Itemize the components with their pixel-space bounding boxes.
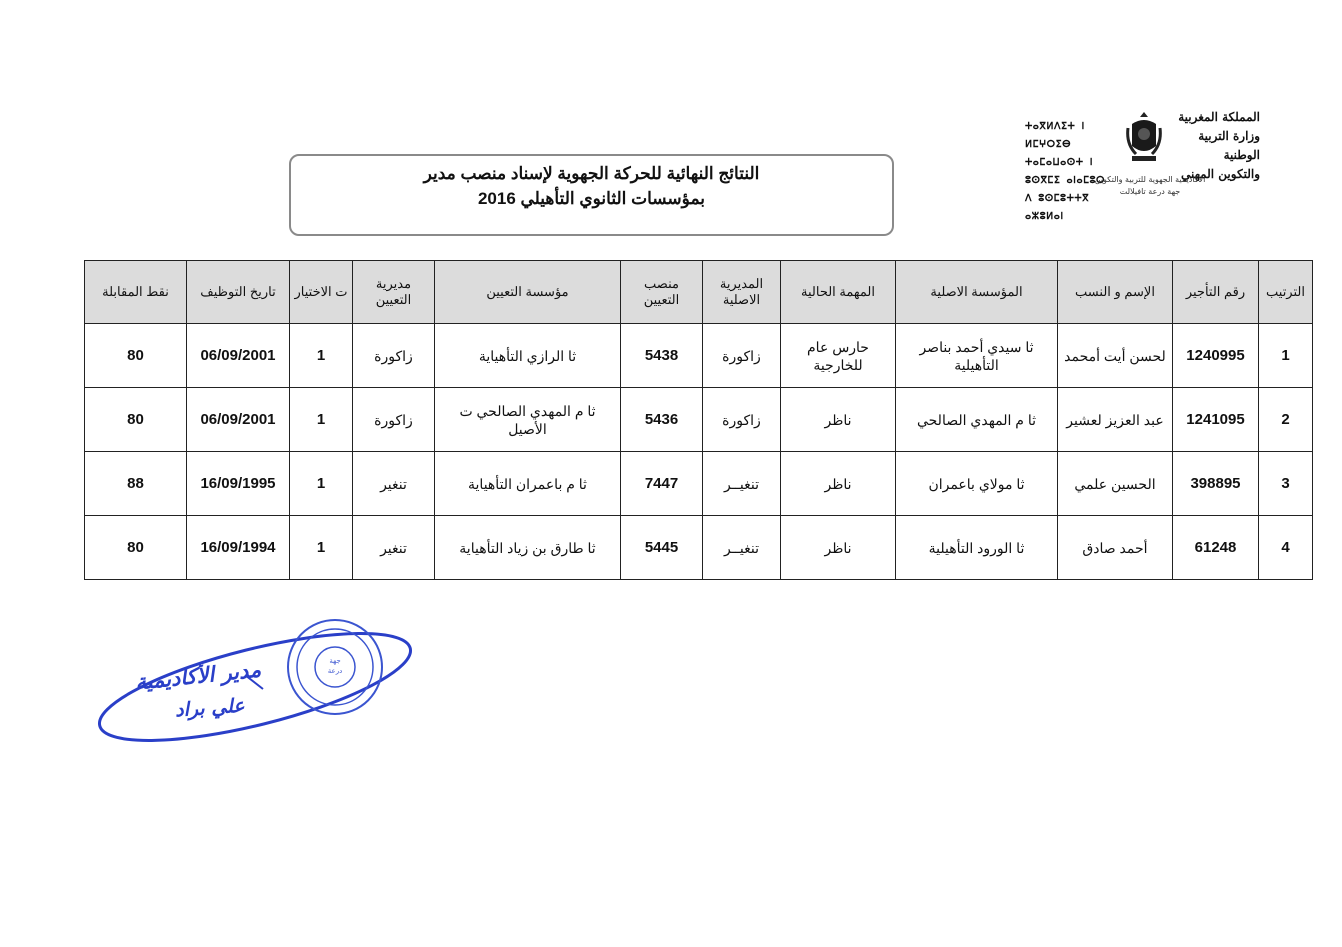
col-current-role: المهمة الحالية: [781, 261, 896, 324]
title-box: [289, 154, 894, 236]
col-post-code: منصب التعيين: [621, 261, 703, 324]
cell-choice-order: 1: [290, 388, 353, 452]
cell-choice-order: 1: [290, 324, 353, 388]
cell-origin-school: ثا سيدي أحمد بناصر التأهيلية: [896, 324, 1058, 388]
cell-interview-score: 88: [85, 452, 187, 516]
cell-assigned-directorate: تنغير: [353, 516, 435, 580]
cell-full-name: أحمد صادق: [1058, 516, 1173, 580]
table-row: [85, 452, 1313, 516]
cell-full-name: عبد العزيز لعشير: [1058, 388, 1173, 452]
cell-post-code: 5436: [621, 388, 703, 452]
cell-rank: 2: [1259, 388, 1313, 452]
cell-hire-date: 16/09/1995: [187, 452, 290, 516]
col-choice-order: ت الاختيار: [290, 261, 353, 324]
kingdom-header: [1170, 108, 1260, 184]
cell-current-role: ناظر: [781, 388, 896, 452]
tifinagh-header: [1025, 118, 1125, 226]
col-payroll-number: رقم التأجير: [1173, 261, 1259, 324]
title-line-1: النتائج النهائية للحركة الجهوية لإسناد منصب مدير: [423, 164, 760, 183]
col-full-name: الإسم و النسب: [1058, 261, 1173, 324]
cell-current-role: ناظر: [781, 516, 896, 580]
cell-post-code: 5445: [621, 516, 703, 580]
signatory-title: مدير الأكاديمية: [134, 656, 263, 695]
col-origin-directorate: المديرية الاصلية: [703, 261, 781, 324]
table-row: [85, 516, 1313, 580]
header-line: وزارة التربية الوطنية: [1198, 129, 1260, 162]
cell-origin-school: ثا مولاي باعمران: [896, 452, 1058, 516]
results-table: [84, 260, 1313, 580]
header-row: [85, 261, 1313, 324]
cell-choice-order: 1: [290, 452, 353, 516]
cell-payroll-number: 398895: [1173, 452, 1259, 516]
signature-block: [95, 605, 425, 765]
cell-full-name: لحسن أيت أمحمد: [1058, 324, 1173, 388]
tifinagh-line: ⵜⴰⵎⴰⵡⴰⵙⵜ ⵏ ⵓⵙⴳⵎⵉ ⴰⵏⴰⵎⵓⵔ: [1025, 157, 1105, 186]
cell-origin-directorate: تنغيــر: [703, 452, 781, 516]
letterhead: [1010, 108, 1260, 222]
cell-assigned-directorate: زاكورة: [353, 324, 435, 388]
cell-origin-directorate: زاكورة: [703, 388, 781, 452]
title-line-2: بمؤسسات الثانوي التأهيلي 2016: [477, 189, 706, 208]
col-assigned-directorate: مديرية التعيين: [353, 261, 435, 324]
svg-text:درعة: درعة: [327, 667, 343, 675]
table-row: [85, 388, 1313, 452]
cell-current-role: حارس عام للخارجية: [781, 324, 896, 388]
svg-text:جهة: جهة: [329, 657, 341, 665]
col-assigned-school: مؤسسة التعيين: [435, 261, 621, 324]
cell-assigned-school: ثا طارق بن زياد التأهياية: [435, 516, 621, 580]
cell-choice-order: 1: [290, 516, 353, 580]
col-rank: الترتيب: [1259, 261, 1313, 324]
cell-assigned-school: ثا الرازي التأهياية: [435, 324, 621, 388]
academy-name: الأكاديمية الجهوية للتربية والتكوين: [1094, 175, 1206, 184]
cell-rank: 4: [1259, 516, 1313, 580]
cell-hire-date: 06/09/2001: [187, 388, 290, 452]
cell-interview-score: 80: [85, 516, 187, 580]
academy-subtitle: [1070, 174, 1230, 198]
cell-origin-school: ثا الورود التأهيلية: [896, 516, 1058, 580]
royal-emblem-icon: [1126, 110, 1162, 170]
cell-rank: 1: [1259, 324, 1313, 388]
tifinagh-line: ⵜⴰⴳⵍⴷⵉⵜ ⵏ ⵍⵎⵖⵔⵉⴱ: [1025, 121, 1085, 150]
col-origin-school: المؤسسة الاصلية: [896, 261, 1058, 324]
header-line: المملكة المغربية: [1178, 110, 1260, 124]
cell-assigned-directorate: تنغير: [353, 452, 435, 516]
cell-origin-directorate: تنغيــر: [703, 516, 781, 580]
cell-assigned-directorate: زاكورة: [353, 388, 435, 452]
signatory-name: علي براد: [174, 694, 246, 722]
cell-origin-directorate: زاكورة: [703, 324, 781, 388]
cell-full-name: الحسين علمي: [1058, 452, 1173, 516]
cell-post-code: 5438: [621, 324, 703, 388]
table-row: [85, 324, 1313, 388]
col-interview-score: نقط المقابلة: [85, 261, 187, 324]
cell-hire-date: 06/09/2001: [187, 324, 290, 388]
cell-interview-score: 80: [85, 388, 187, 452]
cell-post-code: 7447: [621, 452, 703, 516]
cell-hire-date: 16/09/1994: [187, 516, 290, 580]
cell-origin-school: ثا م المهدي الصالحي: [896, 388, 1058, 452]
cell-rank: 3: [1259, 452, 1313, 516]
col-hire-date: تاريخ التوظيف: [187, 261, 290, 324]
cell-interview-score: 80: [85, 324, 187, 388]
cell-assigned-school: ثا م باعمران التأهياية: [435, 452, 621, 516]
cell-current-role: ناظر: [781, 452, 896, 516]
cell-payroll-number: 61248: [1173, 516, 1259, 580]
cell-payroll-number: 1240995: [1173, 324, 1259, 388]
region-name: جهة درعة تافيلالت: [1119, 187, 1181, 196]
cell-assigned-school: ثا م المهدي الصالحي ت الأصيل: [435, 388, 621, 452]
header-line: والتكوين المهني: [1181, 167, 1260, 181]
tifinagh-line: ⴷ ⵓⵙⵎⵓⵜⵜⴳ ⴰⵣⵓⵍⴰⵏ: [1025, 193, 1090, 222]
cell-payroll-number: 1241095: [1173, 388, 1259, 452]
